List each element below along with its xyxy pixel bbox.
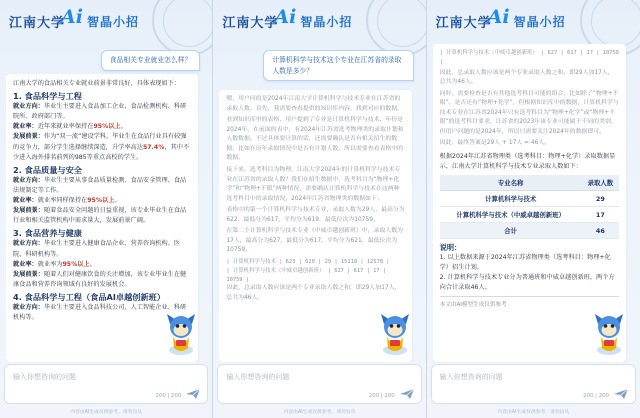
send-icon[interactable]: [613, 388, 629, 400]
answer-intro: 江南大学的食品相关专业就业前景非常良好，具体表现如下：: [13, 80, 181, 87]
divider: [440, 296, 619, 297]
app-name: 智晶小招: [300, 15, 353, 29]
note-1: 1. 以上数据来源于2024年江苏省物理类（选考科目：物理+化学）招生计划。: [439, 254, 611, 272]
major-detail: [13, 206, 191, 226]
data-row-text: | 计算机科学与技术（中威卓越创新班） | 627 | 617 | 17 | 10759 |: [226, 267, 387, 283]
major-detail: [13, 239, 191, 259]
ai-logo: Ai: [61, 6, 83, 28]
thinking-paragraph: 接下来，选考科目为物理，江南大学2024年的计算机科学与技术专业在江苏省的录取人数？我们在招生数据中，选考科目为“物理+化学”和“物理+不限”两种情况，需要确认计算机科学与技术在这两种选考科目中的录取情况，2024年江苏省物理类的数据如下：: [226, 166, 401, 202]
table-row: [440, 191, 619, 207]
input-placeholder: 输入你想咨询的问题: [439, 373, 503, 381]
message-input[interactable]: [4, 364, 208, 404]
header: [213, 0, 425, 42]
cell-count: 46: [582, 223, 619, 239]
detail-text: 作为“双一流”建设学科，毕业生在食品行业具有较强的竞争力，部分学生选择继续深造，升学率高达57.4%，其中不少进入海外排名前列的985等重点高校的学生。: [13, 133, 190, 161]
app-name: 智晶小招: [513, 15, 566, 29]
input-placeholder: 输入你想咨询的问题: [226, 373, 290, 381]
thinking-paragraph: 同时，需要检查是否有其他选考科目可能的组合，比如除了“物理+不限”，是否还有“物理+化学”，但根据知识库中的数据，计算机科学与技术专业在江苏省2024年只有选考科目为“物理+化学”或“物理+不限”的选考科目要求，江苏省的2023年该专业可能属于不同的类别，但用户问题的是2024年，所以只需要关注2024年的数据即可。: [439, 90, 619, 135]
message-input[interactable]: [217, 364, 421, 404]
note-2: 2. 计算机科学与技术专业分为普通班和中威卓越创新班，两个方向合计录取46人。: [439, 274, 615, 292]
chat-panel-1: [0, 0, 213, 418]
detail-label: 就业率：: [13, 197, 38, 205]
university-name: 江南大学: [9, 16, 66, 31]
detail-label: 就业方向：: [13, 303, 44, 311]
mascot-icon: [378, 310, 412, 356]
thinking-paragraph: 看到知识库里的表格，用户提到了专业是计算机科学与技术，年份是2024年。在前面的表中，有2024年江苏省选考物理类的录取计划和人数数据。不过具体要计算的话，还需要确认是否有相关招生的数据，比如在历年录取情况中是否有计划人数，所以需要查看表格中的数据。: [226, 117, 404, 162]
major-detail: [13, 196, 191, 206]
admission-table: [440, 175, 619, 239]
thinking-paragraph: 因此，总录取人数应该是两个专业录取人数之和，即29人加17人，总共为46人。: [439, 69, 614, 86]
thinking-paragraph: 因此，最终答案是29人 + 17人 = 46人。: [439, 140, 551, 147]
table-header-row: [440, 175, 619, 191]
major-detail: [13, 122, 191, 132]
detail-text: 随着人们对健康饮食的关注增加，该专业毕业生在健康食品和营养咨询领域有良好的发展机会。: [13, 270, 187, 288]
input-placeholder: 输入你想咨询的问题: [13, 373, 76, 381]
detail-label: 就业率：: [13, 260, 38, 268]
detail-text: 毕业生主要从事食品质量检测、食品安全管理、食品法规制定等工作。: [13, 176, 187, 194]
cell-count: 17: [582, 207, 619, 223]
university-name: 江南大学: [435, 16, 492, 31]
thinking-paragraph: 在第二个计算机科学与技术专业（中威卓越创新班）中，录取人数为17人，最高分为627，最低分为617，平均分为621，最低位次为10759。: [226, 228, 404, 254]
detail-text: 毕业生主要进入食品科技公司、人工智能企业、科研机构等。: [13, 303, 187, 322]
major-title: 1. 食品科学与工程: [13, 91, 82, 102]
major-detail: [13, 270, 191, 290]
notes-title: 说明：: [439, 243, 462, 253]
detail-label: 发展前景：: [13, 270, 44, 278]
detail-label: 发展前景：: [13, 207, 44, 215]
major-detail: [13, 176, 191, 196]
user-question-bubble: 食品相关专业就业怎么样？: [101, 50, 201, 71]
ai-disclaimer: 本文由AI模型生成仅供参考: [439, 302, 507, 309]
footer-disclaimer: 内容由AI生成仅供参考，请勿盲从: [283, 410, 356, 415]
answer-intro: 根据2024年江苏省物理类（选考科目：物理+化学）录取数据显示，江南大学计算机科学与技术专业录取人数如下：: [439, 153, 616, 171]
detail-text: 近年来就业率保持在95%以上。: [37, 123, 127, 131]
footer-disclaimer: 内容由AI生成仅供参考，请勿盲从: [497, 410, 570, 415]
detail-text: 毕业生主要进入食品加工企业、食品检测机构、科研院所、政府部门等。: [13, 103, 187, 121]
ai-logo: Ai: [274, 6, 297, 28]
detail-label: 就业方向：: [13, 240, 44, 248]
col-header-count: 录取人数: [582, 175, 619, 191]
detail-text: 随着食品安全问题的日益重视，该专业毕业生在食品行业和相关监管机构中需求量大，发展前景广阔。: [13, 207, 187, 225]
app-name: 智晶小招: [87, 15, 140, 29]
header: [427, 0, 640, 42]
thinking-text: [440, 49, 619, 149]
university-name: 江南大学: [222, 16, 279, 31]
thinking-paragraph: 表格中的第一个计算机科学与技术专业，录取人数为29人，最高分为622，最低分为617，平均分为619，最低位次为10759。: [226, 207, 405, 223]
char-counter: 200 | 200: [583, 393, 609, 399]
ai-logo: Ai: [487, 6, 510, 28]
thinking-paragraph: 嗯，用户问的是2024年江南大学计算机科学与技术专业在江苏省的录取人数。首先，我需要查看提供的知识库内容，找到对应的数据。: [226, 96, 404, 112]
detail-label: 就业方向：: [13, 176, 44, 184]
data-row-text: | 计算机科学与技术（中威卓越创新班） | 627 | 617 | 17 | 10759 |: [439, 50, 619, 65]
chat-panel-2: [213, 0, 426, 418]
detail-text: 就业率为95%以上。: [37, 260, 96, 268]
message-input[interactable]: [431, 364, 636, 404]
detail-label: 就业率：: [13, 123, 38, 131]
cell-major: 计算机科学与技术: [440, 191, 582, 207]
major-detail: [13, 102, 191, 122]
major-title: 4. 食品科学与工程（食品AI卓越创新班）: [13, 291, 166, 302]
col-header-major: 专业名称: [440, 175, 582, 191]
mascot-icon: [164, 310, 198, 356]
send-icon[interactable]: [185, 388, 201, 400]
major-title: 3. 食品营养与健康: [13, 228, 82, 239]
header: [0, 0, 212, 42]
major-title: 2. 食品质量与安全: [13, 164, 82, 175]
chat-panel-3: [427, 0, 640, 418]
footer-disclaimer: 内容由AI生成仅供参考，请勿盲从: [70, 410, 143, 415]
detail-text: 毕业生主要进入健康食品企业、营养咨询机构、医院、科研机构等。: [13, 240, 181, 258]
major-detail: [13, 260, 191, 270]
table-row: [440, 207, 619, 223]
char-counter: 200 | 200: [155, 393, 182, 399]
char-counter: 200 | 200: [368, 393, 395, 399]
send-icon[interactable]: [399, 388, 415, 400]
cell-major: 合计: [440, 223, 582, 239]
mascot-icon: [592, 310, 626, 356]
user-question-bubble: 计算机科学与技术这个专业在江苏省的录取人数是多少？: [263, 50, 413, 81]
table-total-row: [440, 223, 619, 239]
major-detail: [13, 132, 191, 162]
thinking-text: [226, 95, 404, 303]
cell-count: 29: [582, 191, 619, 207]
cell-major: 计算机科学与技术（中威卓越创新班）: [440, 207, 582, 223]
thinking-conclusion: 因此，总录取人数应该是两个专业录取人数之和，即29人加17人，总共为46人。: [226, 285, 401, 301]
detail-text: 就业率同样保持在95%以上。: [37, 197, 121, 205]
data-row-text: | 计算机科学与技术 | 623 | 620 | 29 | 15118 | 12578 |: [226, 259, 390, 265]
major-list: [13, 90, 191, 323]
detail-label: 发展前景：: [13, 133, 44, 141]
detail-label: 就业方向：: [13, 103, 44, 111]
